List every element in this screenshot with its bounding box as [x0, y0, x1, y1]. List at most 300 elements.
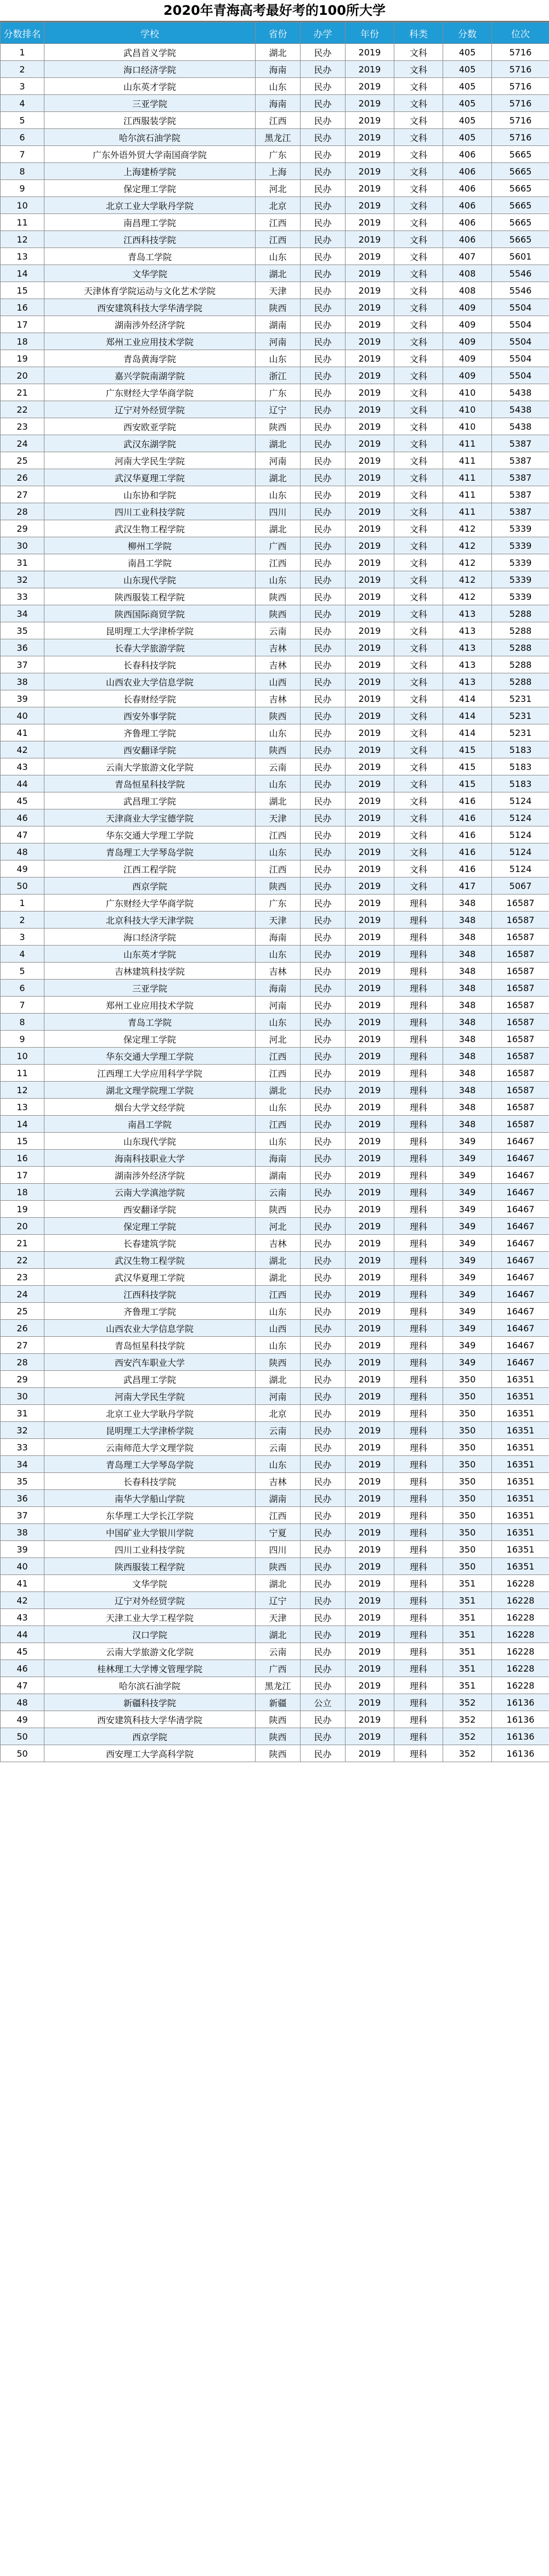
subject-cell: 理科: [394, 1116, 443, 1133]
score-cell: 348: [443, 912, 492, 929]
school-cell: 山东英才学院: [44, 78, 256, 95]
ownership-cell: 民办: [301, 61, 346, 78]
score-cell: 350: [443, 1541, 492, 1558]
subject-cell: 文科: [394, 401, 443, 418]
position-cell: 16136: [492, 1711, 549, 1728]
score-cell: 350: [443, 1524, 492, 1541]
school-cell: 汉口学院: [44, 1626, 256, 1643]
position-cell: 5716: [492, 112, 549, 129]
rank-cell: 32: [1, 1422, 44, 1439]
school-cell: 西安翻译学院: [44, 1201, 256, 1218]
ranking-table: [0, 22, 549, 1762]
score-cell: 415: [443, 775, 492, 792]
province-cell: 山东: [256, 1337, 301, 1354]
school-cell: 武汉生物工程学院: [44, 520, 256, 537]
province-cell: 江西: [256, 1116, 301, 1133]
school-cell: 山东现代学院: [44, 1133, 256, 1150]
rank-cell: 14: [1, 265, 44, 282]
score-cell: 349: [443, 1201, 492, 1218]
score-cell: 409: [443, 299, 492, 316]
position-cell: 16228: [492, 1677, 549, 1694]
year-cell: 2019: [346, 1388, 394, 1405]
score-cell: 413: [443, 656, 492, 673]
ownership-cell: 民办: [301, 826, 346, 843]
position-cell: 16587: [492, 1099, 549, 1116]
subject-cell: 文科: [394, 367, 443, 384]
table-row: [1, 1524, 549, 1541]
position-cell: 16587: [492, 912, 549, 929]
school-cell: 四川工业科技学院: [44, 1541, 256, 1558]
position-cell: 16467: [492, 1201, 549, 1218]
rank-cell: 26: [1, 469, 44, 486]
position-cell: 5124: [492, 860, 549, 878]
ownership-cell: 民办: [301, 1337, 346, 1354]
province-cell: 山东: [256, 486, 301, 503]
subject-cell: 理科: [394, 1643, 443, 1660]
school-cell: 天津商业大学宝德学院: [44, 809, 256, 826]
table-row: [1, 1252, 549, 1269]
score-cell: 412: [443, 571, 492, 588]
year-cell: 2019: [346, 1354, 394, 1371]
ownership-cell: 民办: [301, 758, 346, 775]
rank-cell: 22: [1, 401, 44, 418]
table-row: [1, 299, 549, 316]
score-cell: 405: [443, 78, 492, 95]
table-row: [1, 95, 549, 112]
rank-cell: 17: [1, 1167, 44, 1184]
subject-cell: 文科: [394, 758, 443, 775]
subject-cell: 理科: [394, 1031, 443, 1048]
ownership-cell: 民办: [301, 1592, 346, 1609]
school-cell: 江西理工大学应用科学学院: [44, 1065, 256, 1082]
ownership-cell: 民办: [301, 537, 346, 554]
year-cell: 2019: [346, 537, 394, 554]
score-cell: 410: [443, 418, 492, 435]
year-cell: 2019: [346, 997, 394, 1014]
position-cell: 16136: [492, 1728, 549, 1745]
rank-cell: 44: [1, 775, 44, 792]
school-cell: 青岛恒星科技学院: [44, 775, 256, 792]
province-cell: 云南: [256, 758, 301, 775]
year-cell: 2019: [346, 299, 394, 316]
province-cell: 天津: [256, 912, 301, 929]
rank-cell: 19: [1, 1201, 44, 1218]
position-cell: 5504: [492, 367, 549, 384]
rank-cell: 37: [1, 656, 44, 673]
ownership-cell: 民办: [301, 1235, 346, 1252]
position-cell: 5665: [492, 146, 549, 163]
province-cell: 陕西: [256, 418, 301, 435]
ownership-cell: 民办: [301, 690, 346, 707]
ownership-cell: 民办: [301, 707, 346, 724]
ownership-cell: 民办: [301, 1609, 346, 1626]
rank-cell: 10: [1, 197, 44, 214]
subject-cell: 文科: [394, 809, 443, 826]
province-cell: 江西: [256, 1507, 301, 1524]
ownership-cell: 民办: [301, 946, 346, 963]
province-cell: 山东: [256, 350, 301, 367]
year-cell: 2019: [346, 741, 394, 758]
school-cell: 新疆科技学院: [44, 1694, 256, 1711]
table-row: [1, 1456, 549, 1473]
subject-cell: 文科: [394, 316, 443, 333]
score-cell: 348: [443, 929, 492, 946]
school-cell: 青岛理工大学琴岛学院: [44, 843, 256, 860]
rank-cell: 3: [1, 78, 44, 95]
score-cell: 352: [443, 1711, 492, 1728]
province-cell: 山东: [256, 1456, 301, 1473]
table-row: [1, 878, 549, 895]
year-cell: 2019: [346, 520, 394, 537]
year-cell: 2019: [346, 1320, 394, 1337]
rank-cell: 42: [1, 1592, 44, 1609]
subject-cell: 理科: [394, 1048, 443, 1065]
province-cell: 湖南: [256, 1167, 301, 1184]
ownership-cell: 民办: [301, 1099, 346, 1116]
year-cell: 2019: [346, 1269, 394, 1286]
year-cell: 2019: [346, 163, 394, 180]
ownership-cell: 民办: [301, 248, 346, 265]
table-row: [1, 1575, 549, 1592]
score-cell: 406: [443, 231, 492, 248]
province-cell: 陕西: [256, 1711, 301, 1728]
ownership-cell: 民办: [301, 469, 346, 486]
year-cell: 2019: [346, 44, 394, 61]
ownership-cell: 民办: [301, 1507, 346, 1524]
subject-cell: 理科: [394, 1303, 443, 1320]
position-cell: 5288: [492, 673, 549, 690]
score-cell: 350: [443, 1439, 492, 1456]
table-row: [1, 1609, 549, 1626]
score-cell: 405: [443, 61, 492, 78]
province-cell: 海南: [256, 95, 301, 112]
table-row: [1, 980, 549, 997]
rank-cell: 6: [1, 980, 44, 997]
position-cell: 16351: [492, 1524, 549, 1541]
table-row: [1, 1116, 549, 1133]
province-cell: 浙江: [256, 367, 301, 384]
position-cell: 16587: [492, 980, 549, 997]
ownership-cell: 民办: [301, 792, 346, 809]
score-cell: 411: [443, 452, 492, 469]
position-cell: 5288: [492, 605, 549, 622]
school-cell: 青岛黄海学院: [44, 350, 256, 367]
province-cell: 吉林: [256, 690, 301, 707]
position-cell: 5183: [492, 741, 549, 758]
province-cell: 河北: [256, 1218, 301, 1235]
rank-cell: 16: [1, 1150, 44, 1167]
table-row: [1, 1439, 549, 1456]
rank-cell: 9: [1, 1031, 44, 1048]
year-cell: 2019: [346, 690, 394, 707]
subject-cell: 文科: [394, 248, 443, 265]
rank-cell: 39: [1, 1541, 44, 1558]
school-cell: 河南大学民生学院: [44, 452, 256, 469]
subject-cell: 文科: [394, 878, 443, 895]
year-cell: 2019: [346, 350, 394, 367]
table-row: [1, 1694, 549, 1711]
table-row: [1, 1014, 549, 1031]
school-cell: 山西农业大学信息学院: [44, 673, 256, 690]
position-cell: 5183: [492, 758, 549, 775]
subject-cell: 文科: [394, 299, 443, 316]
table-row: [1, 1728, 549, 1745]
position-cell: 16228: [492, 1609, 549, 1626]
table-row: [1, 78, 549, 95]
score-cell: 409: [443, 333, 492, 350]
score-cell: 350: [443, 1473, 492, 1490]
header-score: 分数: [443, 23, 492, 44]
province-cell: 宁夏: [256, 1524, 301, 1541]
subject-cell: 理科: [394, 1286, 443, 1303]
year-cell: 2019: [346, 1473, 394, 1490]
score-cell: 413: [443, 673, 492, 690]
subject-cell: 理科: [394, 1252, 443, 1269]
subject-cell: 文科: [394, 707, 443, 724]
rank-cell: 26: [1, 1320, 44, 1337]
score-cell: 348: [443, 1082, 492, 1099]
position-cell: 16467: [492, 1184, 549, 1201]
province-cell: 广东: [256, 384, 301, 401]
rank-cell: 48: [1, 843, 44, 860]
province-cell: 山东: [256, 843, 301, 860]
score-cell: 413: [443, 622, 492, 639]
position-cell: 16351: [492, 1405, 549, 1422]
year-cell: 2019: [346, 1626, 394, 1643]
province-cell: 山东: [256, 1303, 301, 1320]
position-cell: 5231: [492, 707, 549, 724]
year-cell: 2019: [346, 1252, 394, 1269]
subject-cell: 理科: [394, 1490, 443, 1507]
table-row: [1, 1269, 549, 1286]
school-cell: 哈尔滨石油学院: [44, 1677, 256, 1694]
province-cell: 江西: [256, 112, 301, 129]
rank-cell: 7: [1, 997, 44, 1014]
year-cell: 2019: [346, 418, 394, 435]
school-cell: 江西科技学院: [44, 231, 256, 248]
ownership-cell: 民办: [301, 1456, 346, 1473]
subject-cell: 文科: [394, 622, 443, 639]
province-cell: 湖北: [256, 1626, 301, 1643]
subject-cell: 文科: [394, 146, 443, 163]
school-cell: 海口经济学院: [44, 61, 256, 78]
province-cell: 山东: [256, 248, 301, 265]
subject-cell: 文科: [394, 384, 443, 401]
score-cell: 416: [443, 792, 492, 809]
subject-cell: 理科: [394, 1711, 443, 1728]
rank-cell: 43: [1, 758, 44, 775]
province-cell: 云南: [256, 1184, 301, 1201]
year-cell: 2019: [346, 1218, 394, 1235]
ownership-cell: 公立: [301, 1694, 346, 1711]
province-cell: 湖北: [256, 792, 301, 809]
table-row: [1, 605, 549, 622]
subject-cell: 理科: [394, 1626, 443, 1643]
ownership-cell: 民办: [301, 503, 346, 520]
score-cell: 349: [443, 1184, 492, 1201]
year-cell: 2019: [346, 214, 394, 231]
subject-cell: 理科: [394, 1337, 443, 1354]
subject-cell: 理科: [394, 1133, 443, 1150]
year-cell: 2019: [346, 1711, 394, 1728]
rank-cell: 27: [1, 1337, 44, 1354]
subject-cell: 理科: [394, 1609, 443, 1626]
ownership-cell: 民办: [301, 1711, 346, 1728]
score-cell: 349: [443, 1167, 492, 1184]
score-cell: 348: [443, 1099, 492, 1116]
rank-cell: 19: [1, 350, 44, 367]
school-cell: 江西工程学院: [44, 860, 256, 878]
year-cell: 2019: [346, 265, 394, 282]
rank-cell: 25: [1, 1303, 44, 1320]
score-cell: 351: [443, 1643, 492, 1660]
subject-cell: 理科: [394, 1269, 443, 1286]
school-cell: 文华学院: [44, 1575, 256, 1592]
score-cell: 416: [443, 809, 492, 826]
year-cell: 2019: [346, 486, 394, 503]
position-cell: 16467: [492, 1269, 549, 1286]
province-cell: 海南: [256, 980, 301, 997]
rank-cell: 37: [1, 1507, 44, 1524]
ownership-cell: 民办: [301, 1116, 346, 1133]
rank-cell: 35: [1, 622, 44, 639]
ownership-cell: 民办: [301, 656, 346, 673]
school-cell: 海口经济学院: [44, 929, 256, 946]
table-row: [1, 792, 549, 809]
ownership-cell: 民办: [301, 435, 346, 452]
subject-cell: 理科: [394, 1201, 443, 1218]
score-cell: 417: [443, 878, 492, 895]
rank-cell: 42: [1, 741, 44, 758]
score-cell: 349: [443, 1218, 492, 1235]
table-row: [1, 452, 549, 469]
year-cell: 2019: [346, 895, 394, 912]
province-cell: 山东: [256, 946, 301, 963]
ownership-cell: 民办: [301, 112, 346, 129]
subject-cell: 文科: [394, 129, 443, 146]
province-cell: 吉林: [256, 1235, 301, 1252]
rank-cell: 18: [1, 333, 44, 350]
subject-cell: 理科: [394, 1524, 443, 1541]
year-cell: 2019: [346, 1048, 394, 1065]
rank-cell: 14: [1, 1116, 44, 1133]
position-cell: 5387: [492, 503, 549, 520]
score-cell: 351: [443, 1626, 492, 1643]
school-cell: 武汉生物工程学院: [44, 1252, 256, 1269]
position-cell: 16587: [492, 1082, 549, 1099]
province-cell: 山西: [256, 673, 301, 690]
rank-cell: 7: [1, 146, 44, 163]
school-cell: 江西科技学院: [44, 1286, 256, 1303]
score-cell: 415: [443, 758, 492, 775]
table-row: [1, 622, 549, 639]
score-cell: 352: [443, 1728, 492, 1745]
year-cell: 2019: [346, 878, 394, 895]
table-row: [1, 486, 549, 503]
province-cell: 陕西: [256, 1745, 301, 1762]
rank-cell: 34: [1, 605, 44, 622]
province-cell: 陕西: [256, 1558, 301, 1575]
year-cell: 2019: [346, 435, 394, 452]
rank-cell: 15: [1, 282, 44, 299]
year-cell: 2019: [346, 1065, 394, 1082]
year-cell: 2019: [346, 1133, 394, 1150]
school-cell: 西安欧亚学院: [44, 418, 256, 435]
ownership-cell: 民办: [301, 860, 346, 878]
rank-cell: 35: [1, 1473, 44, 1490]
score-cell: 351: [443, 1575, 492, 1592]
ownership-cell: 民办: [301, 452, 346, 469]
position-cell: 16587: [492, 929, 549, 946]
ownership-cell: 民办: [301, 1150, 346, 1167]
ownership-cell: 民办: [301, 1014, 346, 1031]
table-row: [1, 690, 549, 707]
year-cell: 2019: [346, 656, 394, 673]
table-row: [1, 1490, 549, 1507]
ownership-cell: 民办: [301, 282, 346, 299]
position-cell: 16228: [492, 1575, 549, 1592]
subject-cell: 理科: [394, 1354, 443, 1371]
school-cell: 江西服装学院: [44, 112, 256, 129]
school-cell: 天津体育学院运动与文化艺术学院: [44, 282, 256, 299]
year-cell: 2019: [346, 95, 394, 112]
table-row: [1, 1592, 549, 1609]
year-cell: 2019: [346, 843, 394, 860]
year-cell: 2019: [346, 78, 394, 95]
position-cell: 5231: [492, 724, 549, 741]
rank-cell: 3: [1, 929, 44, 946]
province-cell: 湖南: [256, 316, 301, 333]
rank-cell: 44: [1, 1626, 44, 1643]
score-cell: 352: [443, 1745, 492, 1762]
table-row: [1, 537, 549, 554]
ownership-cell: 民办: [301, 1677, 346, 1694]
rank-cell: 49: [1, 860, 44, 878]
table-row: [1, 1218, 549, 1235]
province-cell: 云南: [256, 1439, 301, 1456]
year-cell: 2019: [346, 946, 394, 963]
school-cell: 陕西国际商贸学院: [44, 605, 256, 622]
ownership-cell: 民办: [301, 1218, 346, 1235]
table-row: [1, 1541, 549, 1558]
position-cell: 16351: [492, 1541, 549, 1558]
rank-cell: 39: [1, 690, 44, 707]
position-cell: 5339: [492, 537, 549, 554]
table-row: [1, 588, 549, 605]
position-cell: 5716: [492, 61, 549, 78]
table-row: [1, 435, 549, 452]
score-cell: 411: [443, 503, 492, 520]
school-cell: 华东交通大学理工学院: [44, 826, 256, 843]
province-cell: 湖北: [256, 520, 301, 537]
subject-cell: 理科: [394, 1541, 443, 1558]
rank-cell: 31: [1, 1405, 44, 1422]
page-title: 2020年青海高考最好考的100所大学: [0, 0, 549, 22]
rank-cell: 41: [1, 724, 44, 741]
ownership-cell: 民办: [301, 1626, 346, 1643]
school-cell: 三亚学院: [44, 980, 256, 997]
table-row: [1, 197, 549, 214]
year-cell: 2019: [346, 912, 394, 929]
ownership-cell: 民办: [301, 78, 346, 95]
position-cell: 16228: [492, 1626, 549, 1643]
province-cell: 云南: [256, 1643, 301, 1660]
subject-cell: 理科: [394, 1592, 443, 1609]
province-cell: 山东: [256, 775, 301, 792]
score-cell: 351: [443, 1592, 492, 1609]
province-cell: 湖北: [256, 1371, 301, 1388]
province-cell: 山东: [256, 1014, 301, 1031]
